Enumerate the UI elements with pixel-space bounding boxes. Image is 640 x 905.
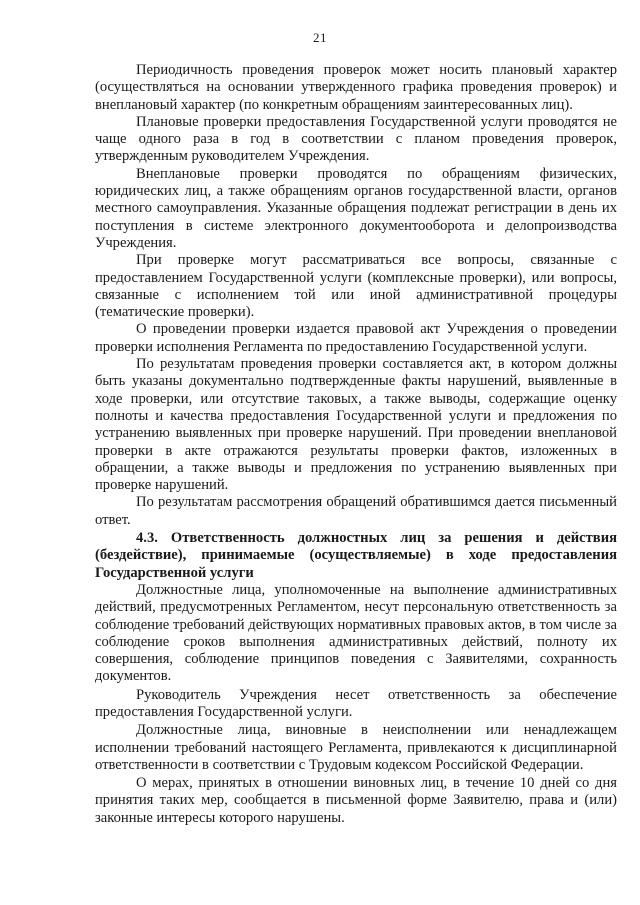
document-body [95, 62, 617, 827]
paragraph-inspection-legal-act: О проведении проверки издается правовой акт Учреждения о проведении проверки исполнения Регламента по предоставлению Государственной услуги. [95, 321, 617, 355]
page-number: 21 [313, 30, 327, 45]
paragraph-inspection-scope: При проверке могут рассматриваться все вопросы, связанные с предоставлением Государственной услуги (комплексные проверки), или вопросы, связанные с исполнением той или иной административной процедуры (тематические проверки). [95, 252, 617, 321]
paragraph-planned-inspections: Плановые проверки предоставления Государственной услуги проводятся не чаще одного раза в год в соответствии с планом проведения проверок, утвержденным руководителем Учреждения. [95, 113, 617, 165]
section-heading: 4.3. Ответственность должностных лиц за решения и действия (бездействие), принимаемые (осуществляемые) в ходе предоставления Государственной услуги [95, 530, 617, 581]
paragraph-disciplinary-liability: Должностные лица, виновные в неисполнении или ненадлежащем исполнении требований настоящего Регламента, привлекаются к дисциплинарной ответственности в соответствии с Трудовым кодексом Российской Федерации. [95, 722, 617, 773]
paragraph-unplanned-inspections: Внеплановые проверки проводятся по обращениям физических, юридических лиц, а также обращениям органов государственной власти, органов местного самоуправления. Указанные обращения подлежат регистрации в день их поступления в системе электронного документооборота и делопроизводства Учреждения. [95, 165, 617, 251]
paragraph-written-response: По результатам рассмотрения обращений обратившимся дается письменный ответ. [95, 494, 617, 528]
paragraph-notification-measures: О мерах, принятых в отношении виновных лиц, в течение 10 дней со дня принятия таких мер, сообщается в письменной форме Заявителю, права и (или) законные интересы которого нарушены. [95, 775, 617, 826]
paragraph-inspection-results-act: По результатам проведения проверки составляется акт, в котором должны быть указаны документально подтвержденные факты нарушений, выявленные в ходе проверки, или отсутствие таковых, а также выводы, содержащие оценку полноты и качества предоставления Государственной услуги и предложения по устранению выявленных при проверке нарушений. При проведении внеплановой проверки в акте отражаются результаты проверки фактов, изложенных в обращении, а также выводы и предложения по устранению выявленных при проверке нарушений. [95, 356, 617, 494]
paragraph-inspection-frequency: Периодичность проведения проверок может носить плановый характер (осуществляться на основании утвержденного графика проведения проверок) и внеплановый характер (по конкретным обращениям заинтересованных лиц). [95, 62, 617, 113]
paragraph-head-responsibility: Руководитель Учреждения несет ответственность за обеспечение предоставления Государственной услуги. [95, 686, 617, 720]
paragraph-official-responsibility: Должностные лица, уполномоченные на выполнение административных действий, предусмотренных Регламентом, несут персональную ответственность за соблюдение требований действующих нормативных правовых актов, в том числе за соблюдение сроков выполнения административных действий, полноту их совершения, соблюдение принципов поведения с Заявителями, сохранность документов. [95, 581, 617, 685]
